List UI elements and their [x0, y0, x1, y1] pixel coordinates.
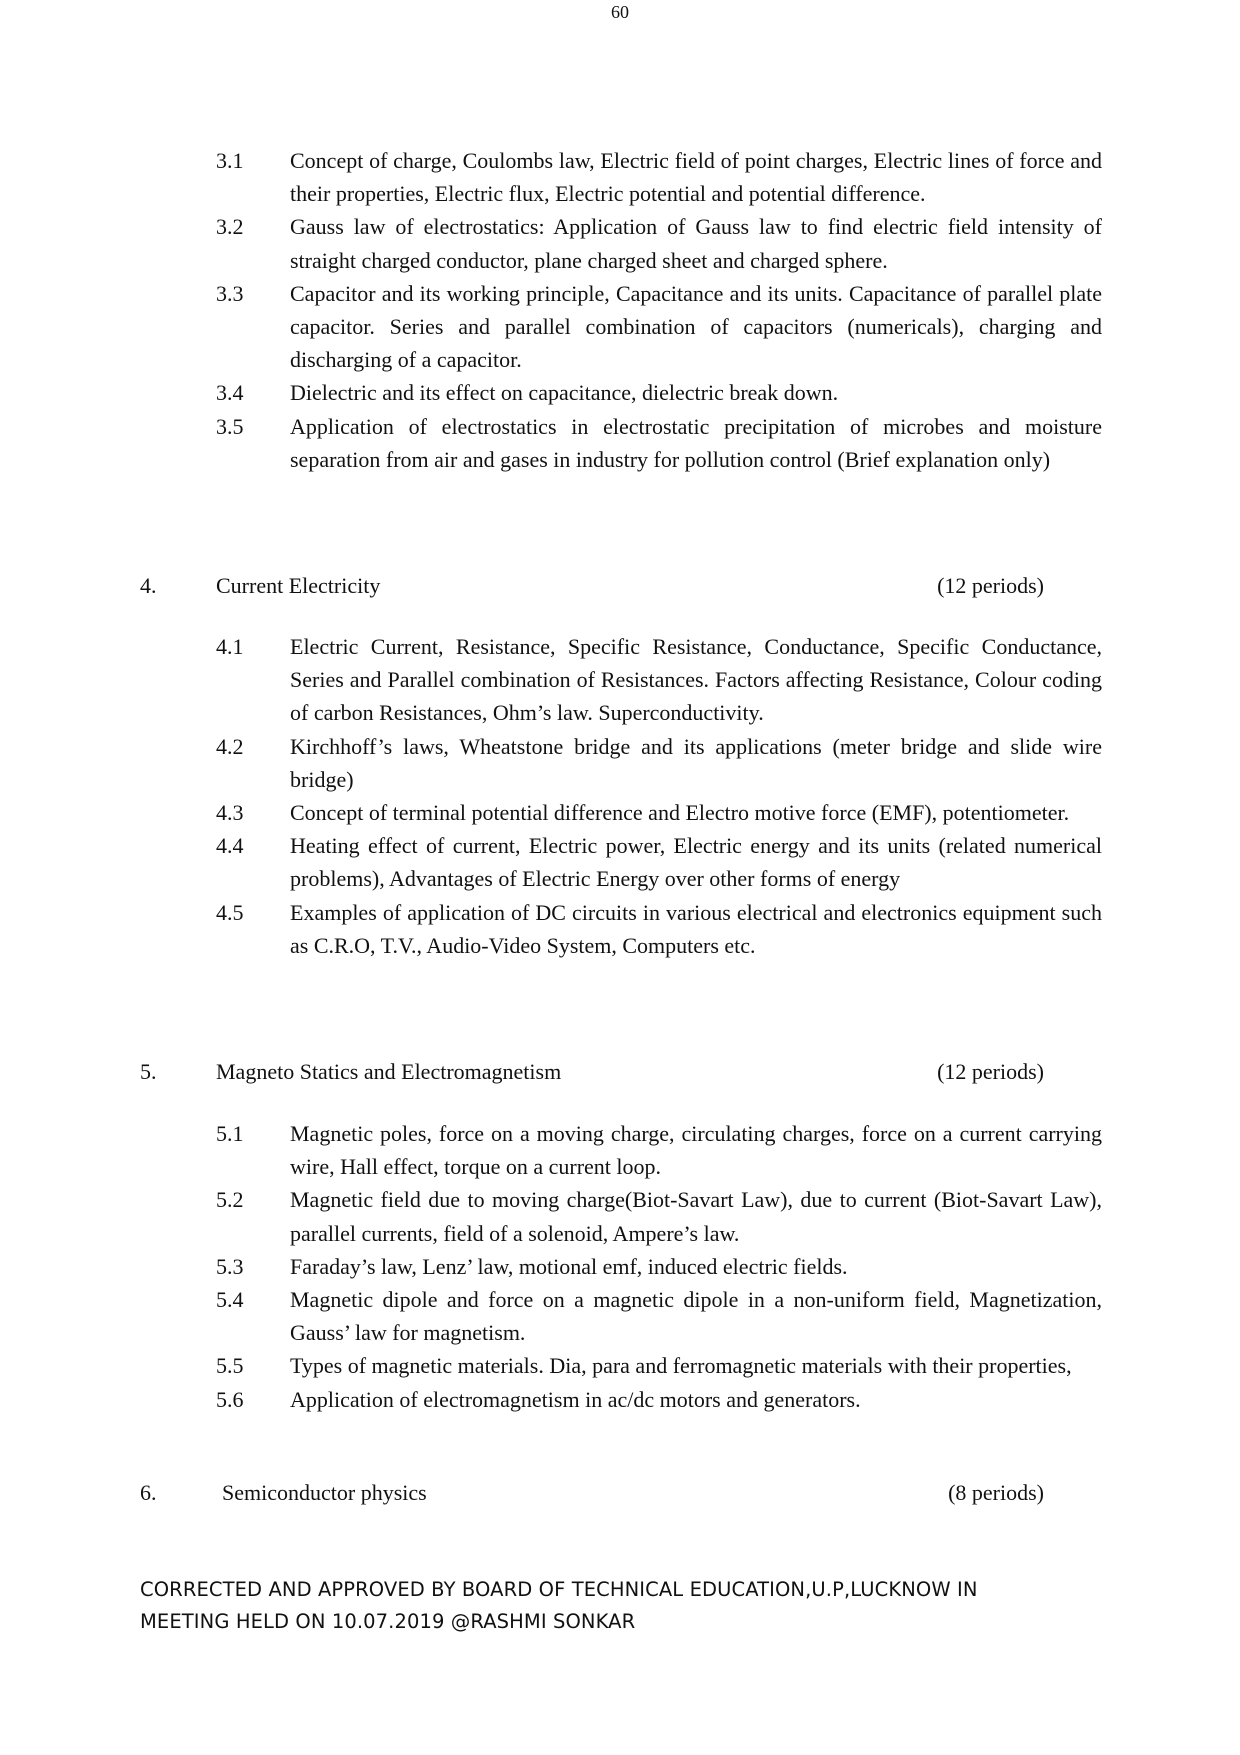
- item-text: Types of magnetic materials. Dia, para and ferromagnetic materials with their properties,: [290, 1353, 1072, 1379]
- item-text: Application of electrostatics in electrostatic precipitation of microbes and moisture separation from air and gases in industry for pollution control (Brief explanation only): [290, 413, 1102, 472]
- list-item: [216, 376, 1102, 409]
- list-item: [216, 144, 1102, 210]
- list-item: [216, 896, 1102, 962]
- item-number: 4.2: [216, 733, 244, 759]
- list-item: [216, 1283, 1102, 1349]
- item-number: 3.4: [216, 380, 244, 406]
- item-text: Gauss law of electrostatics: Application of Gauss law to find electric field intensity of straight charged conductor, plane charged sheet and charged sphere.: [290, 214, 1102, 273]
- item-number: 3.1: [216, 148, 244, 173]
- item-text: Magnetic field due to moving charge(Biot-Savart Law), due to current (Biot-Savart Law), parallel currents, field of a solenoid, Ampere’s law.: [290, 1187, 1102, 1246]
- section-title: Current Electricity: [216, 573, 381, 598]
- item-text: Examples of application of DC circuits in various electrical and electronics equipment such as C.R.O, T.V., Audio-Video System, Computers etc.: [290, 899, 1102, 958]
- item-number: 3.2: [216, 214, 244, 240]
- item-number: 5.6: [216, 1386, 244, 1412]
- section-3-list: [0, 144, 1240, 476]
- section-title: Semiconductor physics: [222, 1480, 427, 1505]
- footer-line-1: CORRECTED AND APPROVED BY BOARD OF TECHNICAL EDUCATION,U.P,LUCKNOW IN: [140, 1578, 978, 1601]
- item-number: 4.1: [216, 634, 244, 659]
- item-number: 5.1: [216, 1121, 244, 1146]
- section-number: 5.: [140, 1059, 157, 1084]
- section-periods: (8 periods): [948, 1480, 1044, 1505]
- approval-footer: [140, 1574, 1100, 1638]
- section-4-list: [0, 630, 1240, 962]
- item-number: 4.5: [216, 899, 244, 925]
- section-number: 6.: [140, 1480, 157, 1505]
- list-item: [216, 1250, 1102, 1283]
- item-text: Heating effect of current, Electric power, Electric energy and its units (related numerical problems), Advantages of Electric Energy over other forms of energy: [290, 833, 1102, 892]
- list-item: [216, 1183, 1102, 1249]
- section-title: Magneto Statics and Electromagnetism: [216, 1059, 562, 1084]
- item-text: Electric Current, Resistance, Specific Resistance, Conductance, Specific Conductance, Series and Parallel combination of Resistances. Factors affecting Resistance, Colour coding of carbon Resistances, Ohm’s law. Superconductivity.: [290, 634, 1102, 726]
- list-item: [216, 1117, 1102, 1183]
- section-periods: (12 periods): [937, 1059, 1044, 1084]
- list-item: [216, 210, 1102, 276]
- item-text: Faraday’s law, Lenz’ law, motional emf, induced electric fields.: [290, 1253, 848, 1279]
- item-number: 3.3: [216, 280, 244, 306]
- item-number: 5.2: [216, 1187, 244, 1213]
- item-text: Capacitor and its working principle, Capacitance and its units. Capacitance of parallel plate capacitor. Series and parallel combination of capacitors (numericals), charging and discharging of a capacitor.: [290, 280, 1102, 373]
- list-item: [216, 730, 1102, 796]
- item-number: 5.4: [216, 1287, 244, 1313]
- list-item: [216, 796, 1102, 829]
- item-text: Magnetic dipole and force on a magnetic dipole in a non-uniform field, Magnetization, Gauss’ law for magnetism.: [290, 1287, 1102, 1346]
- item-number: 3.5: [216, 413, 244, 439]
- list-item: [216, 410, 1102, 476]
- section-number: 4.: [140, 573, 157, 598]
- item-number: 5.3: [216, 1253, 244, 1279]
- list-item: [216, 277, 1102, 377]
- item-text: Kirchhoff’s laws, Wheatstone bridge and its applications (meter bridge and slide wire bridge): [290, 733, 1102, 792]
- item-text: Magnetic poles, force on a moving charge, circulating charges, force on a current carrying wire, Hall effect, torque on a current loop.: [290, 1121, 1102, 1180]
- item-text: Dielectric and its effect on capacitance, dielectric break down.: [290, 380, 839, 406]
- section-periods: (12 periods): [937, 573, 1044, 598]
- page-number: 60: [611, 2, 629, 22]
- item-text: Application of electromagnetism in ac/dc motors and generators.: [290, 1386, 861, 1412]
- list-item: [216, 1349, 1102, 1382]
- footer-line-2: MEETING HELD ON 10.07.2019 @RASHMI SONKAR: [140, 1610, 636, 1633]
- list-item: [216, 829, 1102, 895]
- item-number: 5.5: [216, 1353, 244, 1379]
- item-number: 4.4: [216, 833, 244, 859]
- list-item: [216, 1383, 1102, 1416]
- item-number: 4.3: [216, 800, 244, 826]
- list-item: [216, 630, 1102, 730]
- item-text: Concept of charge, Coulombs law, Electric field of point charges, Electric lines of force and their properties, Electric flux, Electric potential and potential difference.: [290, 148, 1102, 207]
- section-5-list: [0, 1117, 1240, 1416]
- item-text: Concept of terminal potential difference and Electro motive force (EMF), potentiometer.: [290, 800, 1070, 826]
